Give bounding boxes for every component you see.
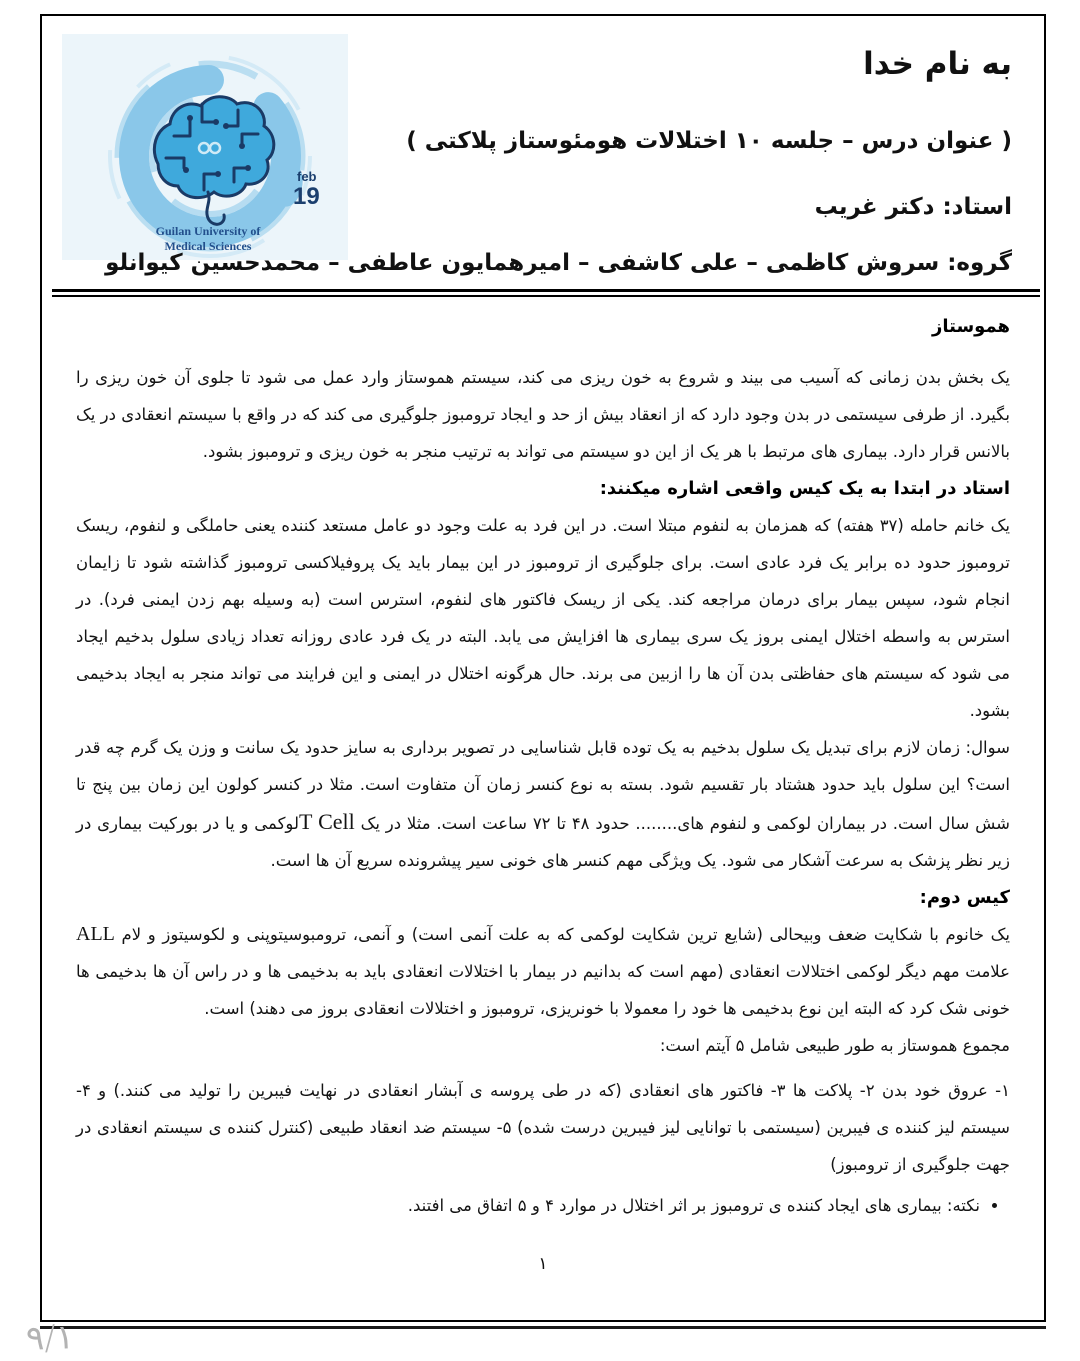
question-text-part2: لوکمی و یا در بورکیت بیماری در زیر نظر پزشک به سرعت آشکار می شود. یک ویژگی مهم کنسر های خونی سیر پیشرونده سریع آن ها است.: [76, 814, 1010, 870]
header-divider: [52, 289, 1040, 297]
paragraph-hemostasis-intro: یک بخش بدن زمانی که آسیب می بیند و شروع به خون ریزی می کند، سیستم هموستاز وارد عمل می شود تا جلوی آن خون ریزی را بگیرد. از طرفی سیستمی در بدن وجود دارد که از انعقاد بیش از حد و ایجاد ترومبوز جلوگیری می کند که در واقع با سیستم انعقادی در یک بالانس قرار دارد. بیماری های مرتبط با هر یک از این دو سیستم می تواند به ترتیب منجر به خون ریزی و ترومبوز بشود.: [76, 368, 1010, 461]
case2-text-part2: علامت مهم دیگر لوکمی اختلالات انعقادی (مهم است که بدانیم در بیمار با اختلالات انعقادی باید به بدخیمی ها و در راس آن ها بدخیمی ها خونی شک کرد که البته این نوع بدخیمی ها خود را معمولا با خونریزی، ترومبوز و اختلالات انعقادی بروز می دهند) است.: [76, 962, 1010, 1018]
notes-list: [76, 1187, 1010, 1224]
bottom-rule: [40, 1326, 1046, 1329]
section-heading-hemostasis: هموستاز: [931, 316, 1010, 337]
university-logo-graphic: [62, 34, 348, 260]
logo-badge-day: 19: [293, 183, 320, 210]
document-body: [76, 308, 1010, 1224]
bismillah-title: به نام خدا: [863, 46, 1012, 82]
paragraph-hemostasis-items: ۱- عروق خود بدن ۲- پلاکت ها ۳- فاکتور های انعقادی (که در طی پروسه ی آبشار انعقادی در نهایت فیبرین را تولید می کنند.) و ۴- سیستم لیز کننده ی فیبرین (سیستمی با توانایی لیز فیبرین درست شده) ۵- سیستم ضد انعقاد طبیعی (کنترل کننده ی سیستم انعقادی در جهت جلوگیری از ترومبوز): [76, 1081, 1011, 1174]
logo-university-line1: Guilan University of: [155, 224, 261, 238]
page-number: ۱: [538, 1254, 548, 1274]
professor-line: استاد: دکتر غریب: [814, 194, 1012, 220]
paragraph-hemostasis-items-intro: مجموع هموستاز به طور طبیعی شامل ۵ آیتم است:: [659, 1036, 1010, 1055]
document-frame: [40, 14, 1046, 1322]
note-item: • نکته: بیماری های ایجاد کننده ی ترومبوز بر اثر اختلال در موارد ۴ و ۵ اتفاق می افتند.: [76, 1187, 980, 1224]
paragraph-case2: [76, 916, 1010, 1027]
paragraph-question: [76, 729, 1010, 879]
logo-university-line2: Medical Sciences: [164, 239, 252, 253]
handwritten-page-note: ۹/۱: [25, 1317, 75, 1359]
case2-text-part1: یک خانوم با شکایت ضعف وبیحالی (شایع ترین شکایت لوکمی که به علت آنمی است) و آنمی، ترومبوسیتوپنی و لکوسیتوز و لام: [114, 925, 1010, 944]
university-logo: [62, 34, 348, 260]
logo-badge-month: feb: [297, 169, 317, 184]
latin-term-tcell: T Cell: [299, 809, 355, 834]
course-title: ( عنوان درس – جلسه ۱۰ اختلالات هومئوستاز پلاکتی ): [406, 128, 1012, 154]
latin-term-all: ALL: [76, 923, 115, 945]
group-line: گروه: سروش کاظمی – علی کاشفی – امیرهمایون عاطفی – محمدحسین کیوانلو: [105, 250, 1012, 276]
paragraph-case1: یک خانم حامله (۳۷ هفته) که همزمان به لنفوم مبتلا است. در این فرد به علت وجود دو عامل مستعد کننده یعنی حاملگی و لنفوم، ریسک ترومبوز حدود ده برابر یک فرد عادی است. برای جلوگیری از ترومبوز در این بیمار باید یک پروفیلاکسی ترومبوز گذاشته شود تا زایمان انجام شود، سپس بیمار برای درمان مراجعه کند. یکی از ریسک فاکتور های لنفوم، استرس است (به وسیله بهم زدن ایمنی فرد). در استرس به واسطه اختلال ایمنی بروز یک سری بیماری ها افزایش می یابد. البته در یک فرد عادی روزانه تعداد زیادی سلول بدخیم ایجاد می شود که سیستم های حفاظتی بدن آن ها را ازبین می برند. حال هرگونه اختلال در ایمنی و این فرایند می تواند منجر به ایجاد بدخیمی بشود.: [76, 516, 1010, 720]
section-heading-case2: کیس دوم:: [919, 887, 1010, 908]
section-heading-case1: استاد در ابتدا به یک کیس واقعی اشاره میکنند:: [599, 478, 1010, 499]
question-text-part1: سوال: زمان لازم برای تبدیل یک سلول بدخیم به یک توده قابل شناسایی در تصویر برداری به سایز حدود یک سانت و وزن یک گرم چه قدر است؟ این سلول باید حدود هشتاد بار تقسیم شود. بسته به نوع کنسر زمان آن متفاوت است. مثلا در کنسر کولون این زمان بین پنج تا شش سال است. در بیماران لوکمی و لنفوم های........ حدود ۴۸ تا ۷۲ ساعت است. مثلا در یک: [76, 738, 1010, 833]
